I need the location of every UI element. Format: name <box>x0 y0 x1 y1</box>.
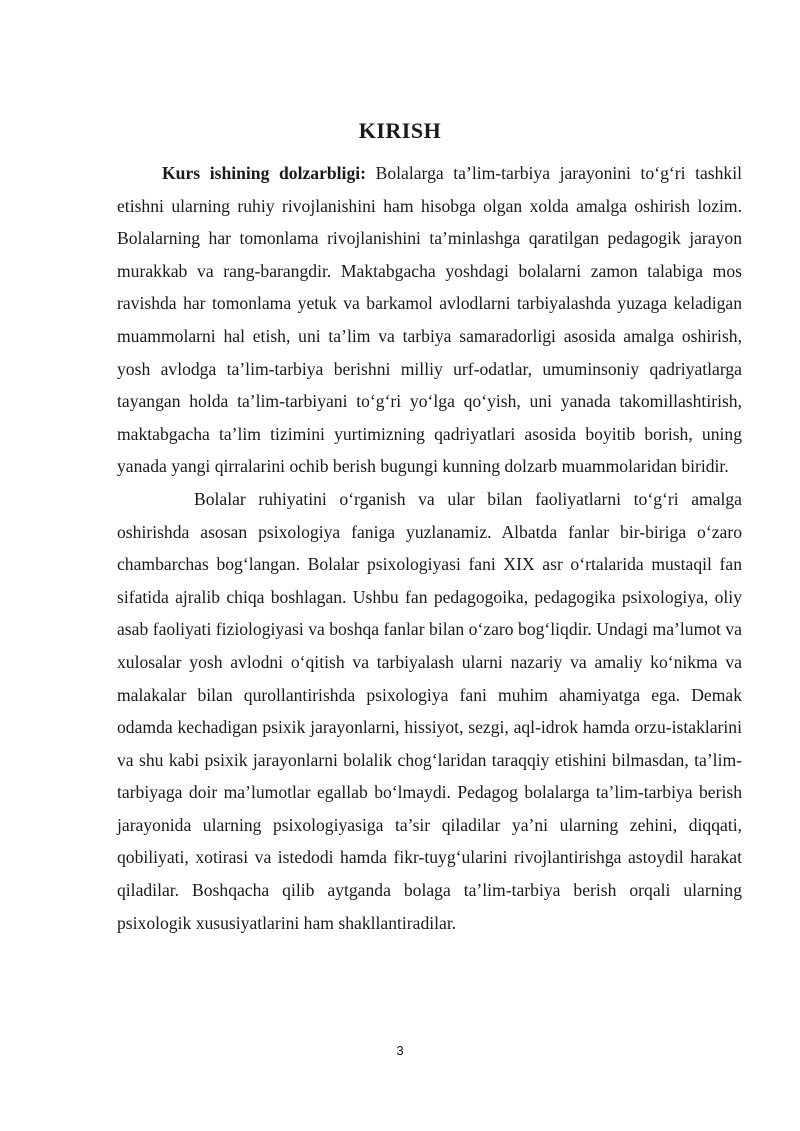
page-number: 3 <box>396 1043 404 1058</box>
paragraph-intro <box>117 157 742 483</box>
paragraph-intro-text: Bolalarga ta’lim-tarbiya jarayonini to‘g‘ri tashkil etishni ularning ruhiy rivojlanishini ham hisobga olgan xolda amalga oshirish lozim. Bolalarning har tomonlama rivojlanishini ta’minlashga qaratilgan pedagogik jarayon murakkab va rang-barangdir. Maktabgacha yoshdagi bolalarni zamon talabiga mos ravishda har tomonlama yetuk va barkamol avlodlarni tarbiyalashda yuzaga keladigan muammolarni hal etish, uni ta’lim va tarbiya samaradorligi asosida amalga oshirish, yosh avlodga ta’lim-tarbiya berishni milliy urf-odatlar, umuminsoniy qadriyatlarga tayangan holda ta’lim-tarbiyani to‘g‘ri yo‘lga qo‘yish, uni yanada takomillashtirish, maktabgacha ta’lim tizimini yurtimizning qadriyatlari asosida boyitib borish, uning yanada yangi qirralarini ochib berish bugungi kunning dolzarb muammolaridan biridir. <box>117 163 743 477</box>
paragraph-psychology: Bolalar ruhiyatini o‘rganish va ular bilan faoliyatlarni to‘g‘ri amalga oshirishda asosan psixologiya faniga yuzlanamiz. Albatda fanlar bir-biriga o‘zaro chambarchas bog‘langan. Bolalar psixologiyasi fani XIX asr o‘rtalarida mustaqil fan sifatida ajralib chiqa boshlagan. Ushbu fan pedagogoika, pedagogika psixologiya, oliy asab faoliyati fiziologiyasi va boshqa fanlar bilan o‘zaro bog‘liqdir. Undagi ma’lumot va xulosalar yosh avlodni o‘qitish va tarbiyalash ularni nazariy va amaliy ko‘nikma va malakalar bilan qurollantirishda psixologiya fani muhim ahamiyatga ega. Demak odamda kechadigan psixik jarayonlarni, hissiyot, sezgi, aql-idrok hamda orzu-istaklarini va shu kabi psixik jarayonlarni bolalik chog‘laridan taraqqiy etishini bilmasdan, ta’lim-tarbiyaga doir ma’lumotlar egallab bo‘lmaydi. Pedagog bolalarga ta’lim-tarbiya berish jarayonida ularning psixologiyasiga ta’sir qiladilar ya’ni ularning zehini, diqqati, qobiliyati, xotirasi va istedodi hamda fikr-tuyg‘ularini rivojlantirishga astoydil harakat qiladilar. Boshqacha qilib aytganda bolaga ta’lim-tarbiya berish orqali ularning psixologik xususiyatlarini ham shakllantiradilar. <box>117 488 742 933</box>
paragraph-lead: Kurs ishining dolzarbligi: <box>162 163 366 183</box>
body-text <box>117 157 742 939</box>
page-title: KIRISH <box>358 118 442 143</box>
